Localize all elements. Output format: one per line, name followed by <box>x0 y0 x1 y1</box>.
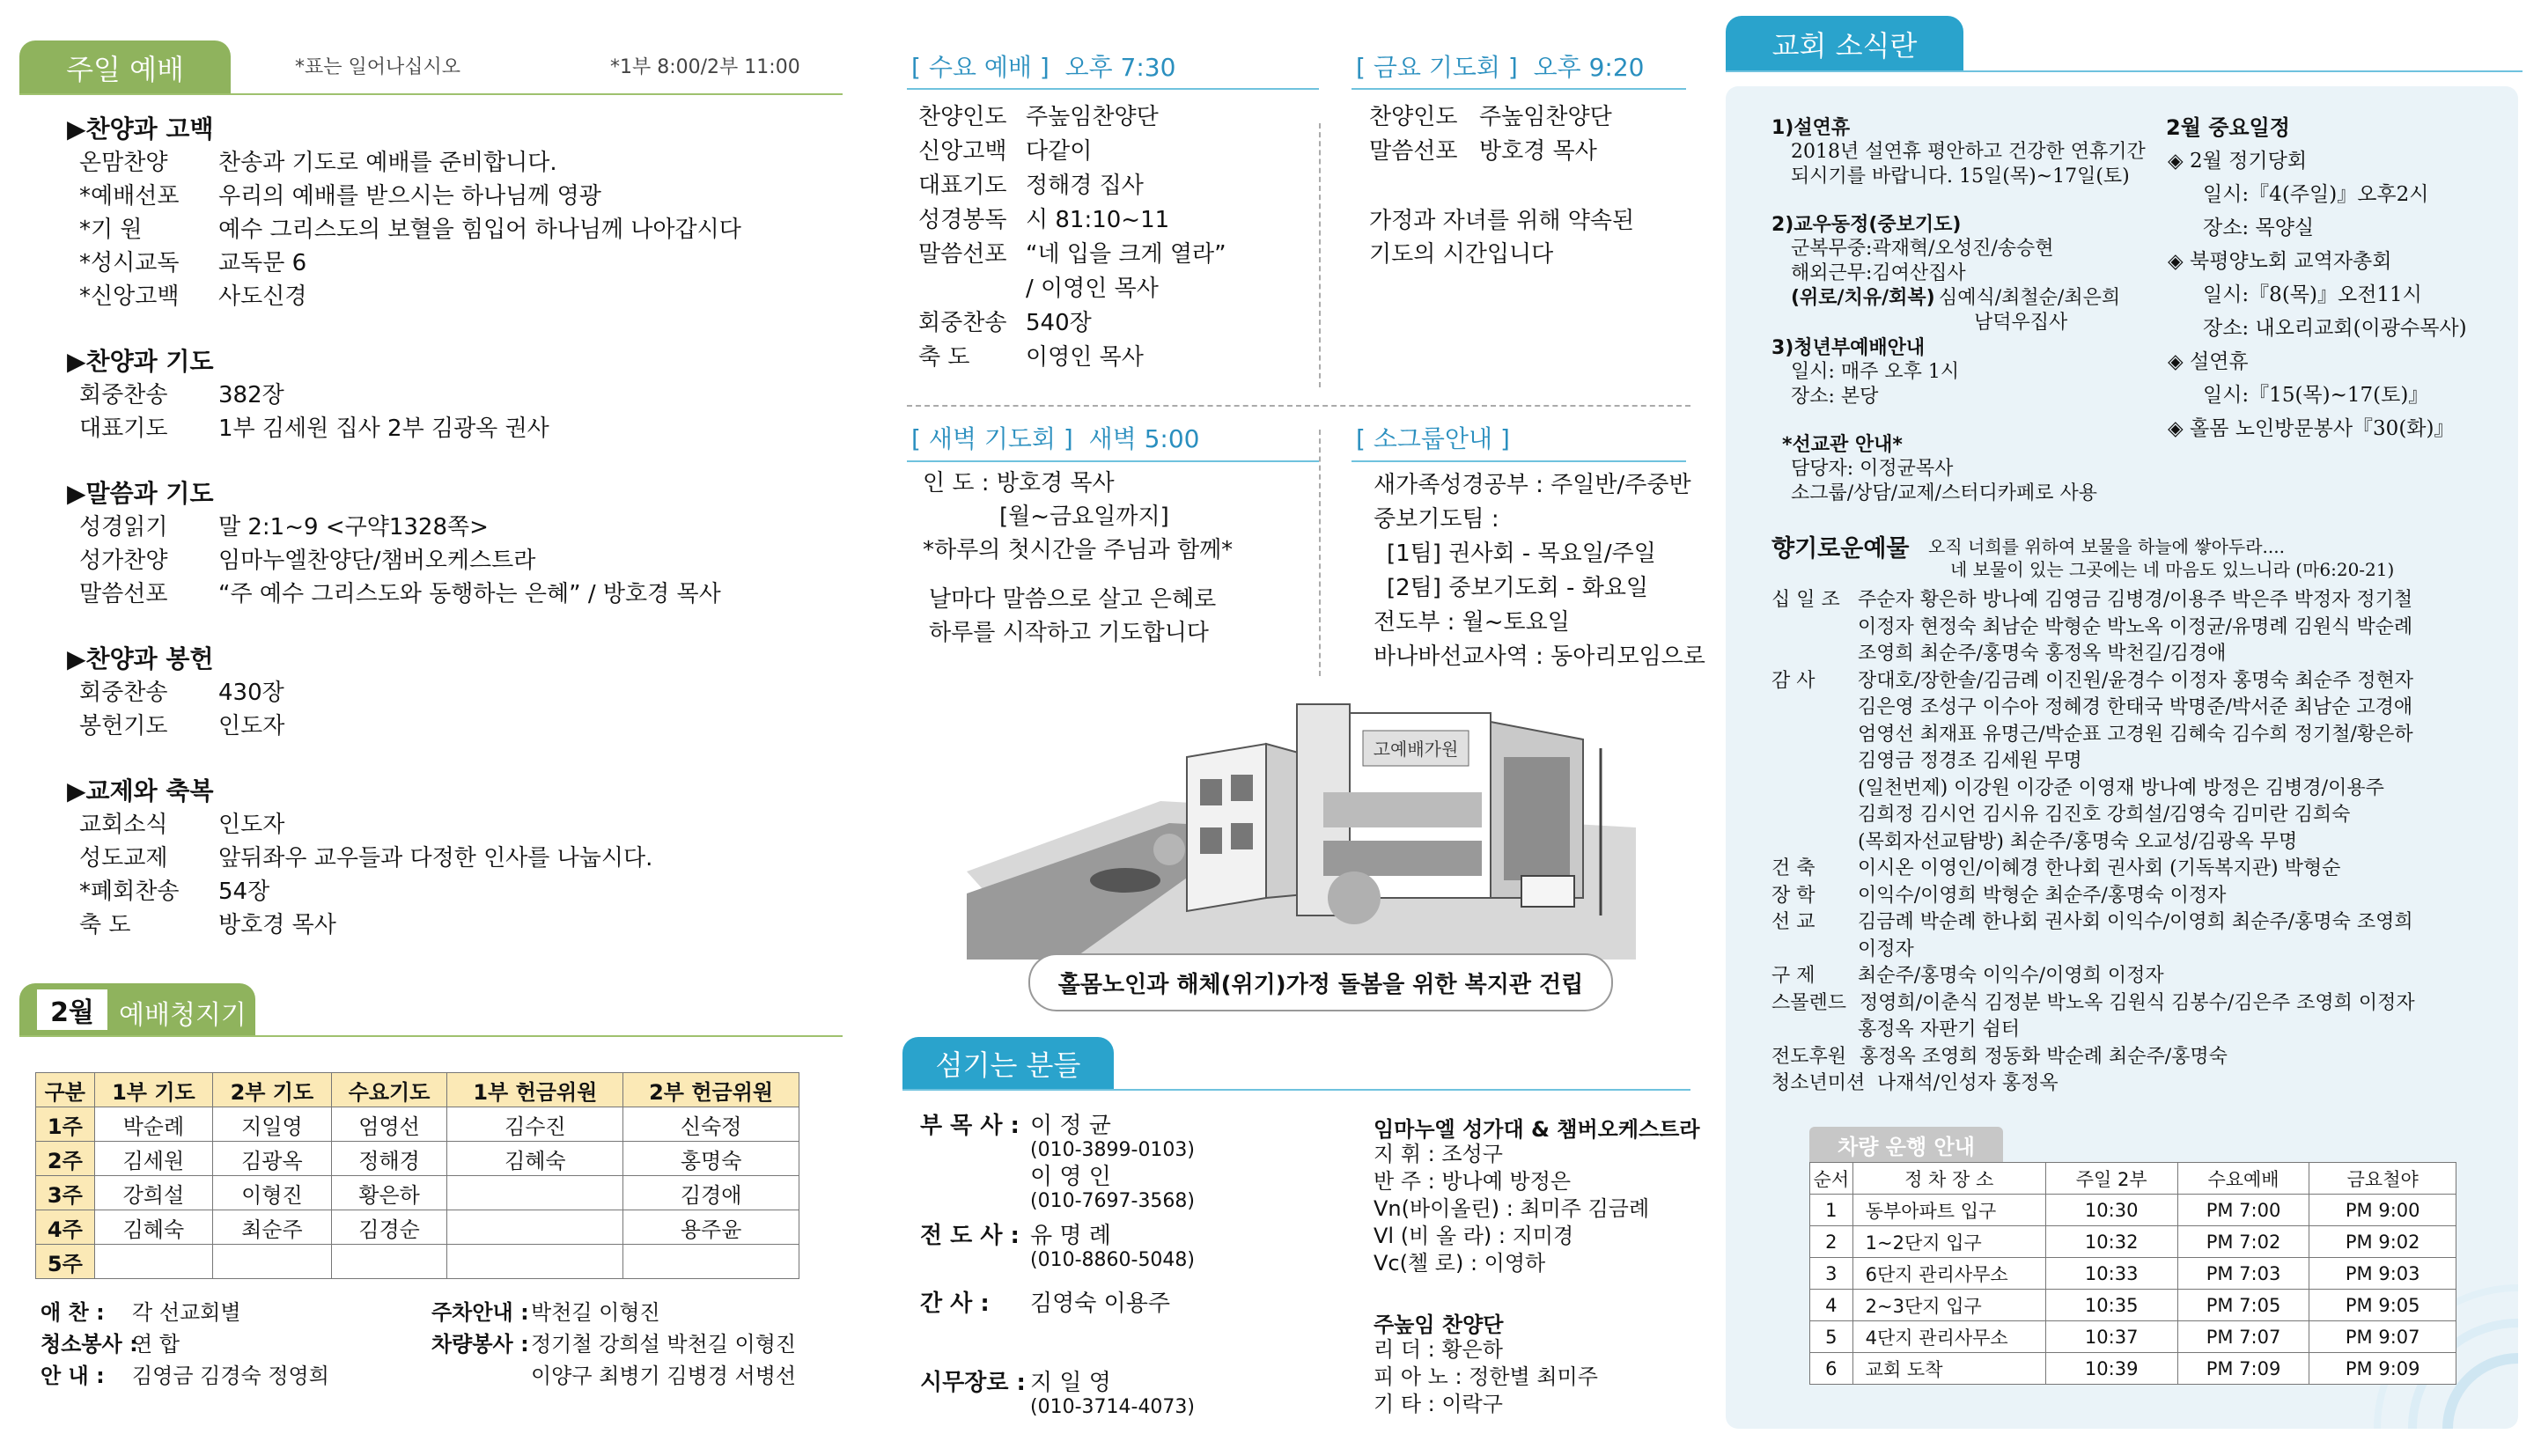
duty-cell: 홍명숙 <box>623 1142 799 1176</box>
order-value: “주 예수 그리스도와 동행하는 은혜” / 방호경 목사 <box>218 581 721 607</box>
car-cell: PM 7:03 <box>2177 1258 2309 1290</box>
window <box>1200 779 1222 805</box>
duty-header-cell: 구분 <box>36 1073 95 1107</box>
choir-member: Vc(첼 로) : 이영하 <box>1374 1251 1546 1276</box>
car-cell: 3 <box>1810 1258 1853 1290</box>
offering-category: 건 축 <box>1771 857 1816 879</box>
duty-header-cell: 2부 헌금위원 <box>623 1073 799 1107</box>
main-window-band <box>1323 792 1482 827</box>
group-item: [1팀] 권사회 - 목요일/주일 <box>1387 540 1656 567</box>
car-header-cell: 주일 2부 <box>2045 1163 2177 1195</box>
window <box>1231 823 1253 849</box>
car-cell: PM 9:09 <box>2309 1353 2456 1385</box>
schedule-line: ◈ 홀몸 노인방문봉사『30(화)』 <box>2168 417 2455 440</box>
elder-label: 시무장로 : <box>920 1370 1026 1396</box>
duty-info-value: 김영금 김경숙 정영희 <box>132 1364 329 1388</box>
section-title: ▶찬양과 기도 <box>67 347 214 376</box>
group-item: 바나바선교사역 : 동아리모임으로 <box>1374 643 1705 670</box>
order-label: 대표기도 <box>79 415 168 442</box>
duty-info-value: 정기철 강희설 박천길 이형진 <box>531 1332 797 1357</box>
assoc-pastor-label: 부 목 사 : <box>920 1113 1020 1139</box>
duty-info-label: 애 찬 : <box>41 1300 105 1325</box>
offering-names: 정영희/이춘식 김정분 박노옥 김원식 김봉수/김은주 조영희 이정자 <box>1860 991 2415 1014</box>
duty-cell: 김혜숙 <box>447 1142 623 1176</box>
table-row <box>1810 1258 2456 1290</box>
wed-value: “네 입을 크게 열라” <box>1026 241 1226 268</box>
offering-category: 청소년미션 <box>1771 1072 1866 1094</box>
schedule-line: 일시:『4(주일)』오후2시 <box>2203 183 2429 206</box>
deacon: 김영숙 이용주 <box>1030 1291 1170 1317</box>
news-line: 되시기를 바랍니다. 15일(목)~17일(토) <box>1791 165 2130 188</box>
car <box>1090 868 1160 893</box>
offering-names: 엄영선 최재표 유명근/박순표 고경원 김혜숙 김수희 정기철/황은하 <box>1858 723 2413 746</box>
wed-value: 540장 <box>1026 310 1092 336</box>
car-cell: PM 9:05 <box>2309 1290 2456 1321</box>
van <box>1521 876 1574 907</box>
duty-month-box: 2월 <box>37 989 107 1030</box>
building-illustration <box>967 695 1636 960</box>
schedule-line: 일시:『8(목)』오전11시 <box>2203 283 2422 306</box>
car-cell: 10:30 <box>2045 1195 2177 1226</box>
car-header-cell: 순서 <box>1810 1163 1853 1195</box>
choir-member: 반 주 : 방나예 방정은 <box>1374 1169 1572 1194</box>
duty-cell: 황은하 <box>331 1176 447 1210</box>
duty-cell: 신숙정 <box>623 1107 799 1142</box>
car-cell: 10:33 <box>2045 1258 2177 1290</box>
offering-names: 조영희 최순주/홍명숙 홍정옥 박천길/김경애 <box>1858 643 2227 665</box>
praise-member: 리 더 : 황은하 <box>1374 1337 1503 1362</box>
order-value: 찬송과 기도로 예배를 준비합니다. <box>218 150 557 176</box>
group-item: 새가족성경공부 : 주일반/주중반 <box>1374 472 1691 498</box>
wed-label: 신앙고백 <box>918 138 1007 165</box>
order-label: 온맘찬양 <box>79 150 168 176</box>
duty-cell: 강희설 <box>94 1176 212 1210</box>
stand-note: *표는 일어나십시오 <box>295 56 461 78</box>
table-row <box>1810 1321 2456 1353</box>
car-cell: 5 <box>1810 1321 1853 1353</box>
duty-cell <box>213 1245 331 1279</box>
offering-category: 장 학 <box>1771 884 1816 907</box>
order-value: 교독문 6 <box>218 250 307 276</box>
duty-info-label: 차량봉사 : <box>431 1332 529 1357</box>
evangelist-phone: (010-8860-5048) <box>1030 1249 1196 1271</box>
table-row <box>1810 1290 2456 1321</box>
order-value: 앞뒤좌우 교우들과 다정한 인사를 나눕시다. <box>218 845 653 871</box>
table-row <box>36 1176 799 1210</box>
order-label: 회중찬송 <box>79 680 168 706</box>
wed-label: 회중찬송 <box>918 310 1007 336</box>
offering-names: 김영금 정경조 김세원 무명 <box>1858 750 2082 772</box>
evangelist: 유 명 례 <box>1030 1223 1111 1249</box>
offering-names: 나재석/인성자 홍정옥 <box>1877 1072 2059 1094</box>
dawn-title: [ 새벽 기도회 ] 새벽 5:00 <box>911 424 1200 453</box>
dawn-msg1: 날마다 말씀으로 살고 은혜로 <box>929 586 1217 613</box>
praise-title: 주높임 찬양단 <box>1374 1313 1504 1337</box>
duty-info-label: 청소봉사 : <box>41 1332 138 1357</box>
fri-label: 말씀선포 <box>1369 138 1458 165</box>
assoc-pastor-2: 이 영 인 <box>1030 1164 1111 1190</box>
table-row <box>36 1107 799 1142</box>
car-table <box>1809 1162 2456 1385</box>
order-value: 사도신경 <box>218 283 307 310</box>
duty-cell <box>94 1245 212 1279</box>
order-label: 성가찬양 <box>79 548 168 574</box>
assoc-pastor-1: 이 정 균 <box>1030 1113 1111 1139</box>
offering-names: (목회자선교탐방) 최순주/홍명숙 오교성/김광옥 무명 <box>1858 830 2298 853</box>
section-title: ▶말씀과 기도 <box>67 479 214 508</box>
fri-value: 주높임찬양단 <box>1479 104 1612 130</box>
duty-cell: 5주 <box>36 1245 95 1279</box>
car-cell: 10:35 <box>2045 1290 2177 1321</box>
offering-category: 선 교 <box>1771 911 1816 933</box>
order-label: *예배선포 <box>79 183 180 210</box>
elder-phone: (010-3714-4073) <box>1030 1396 1196 1418</box>
car-cell: 1~2단지 입구 <box>1852 1226 2045 1258</box>
car-header-cell: 수요예배 <box>2177 1163 2309 1195</box>
schedule-line: ◈ 2월 정기당회 <box>2168 150 2308 173</box>
news-line: 해외근무:김여산집사 <box>1791 262 1966 284</box>
car-cell: PM 9:03 <box>2309 1258 2456 1290</box>
offering-names: 이익수/이영희 박형순 최순주/홍명숙 이정자 <box>1858 884 2227 907</box>
offering-names: 김은영 조성구 이수아 정혜경 한태국 박명준/박서준 최남순 고경애 <box>1858 696 2413 718</box>
duty-cell: 1주 <box>36 1107 95 1142</box>
offering-names: 김희정 김시언 김시유 김진호 강희설/김영숙 김미란 김희숙 <box>1858 804 2351 826</box>
car-header-cell: 정 차 장 소 <box>1852 1163 2045 1195</box>
wed-label: 성경봉독 <box>918 207 1007 233</box>
duty-cell: 2주 <box>36 1142 95 1176</box>
order-value: 382장 <box>218 382 284 408</box>
duty-cell: 이형진 <box>213 1176 331 1210</box>
fri-message: 가정과 자녀를 위해 약속된 <box>1369 208 1635 234</box>
news-sub: (위로/치유/회복) <box>1791 287 1935 309</box>
order-value: 1부 김세원 집사 2부 김광옥 권사 <box>218 415 549 442</box>
news-line: 군복무중:곽재혁/오성진/송승현 <box>1791 238 2054 260</box>
duty-cell <box>623 1245 799 1279</box>
order-value: 인도자 <box>218 713 285 739</box>
wed-label: 찬양인도 <box>918 104 1007 130</box>
fri-line <box>1352 88 1686 90</box>
offering-verse: 오직 너희를 위하여 보물을 하늘에 쌓아두라.... <box>1928 536 2285 557</box>
offering-names: 이정자 현정숙 최남순 박형순 박노옥 이정균/유명례 김원식 박순례 <box>1858 615 2413 638</box>
group-item: 중보기도팀 : <box>1374 506 1499 533</box>
duty-cell <box>447 1176 623 1210</box>
order-label: 교회소식 <box>79 812 168 838</box>
order-value: 임마누엘찬양단/챔버오케스트라 <box>218 548 536 574</box>
car-cell: 2 <box>1810 1226 1853 1258</box>
news-heading: *선교관 안내* <box>1782 434 1903 456</box>
wed-value: 이영인 목사 <box>1026 344 1144 371</box>
order-value: 인도자 <box>218 812 285 838</box>
dawn-leader: 인 도 : 방호경 목사 <box>923 470 1115 496</box>
section-title: ▶교제와 축복 <box>67 776 214 805</box>
table-row <box>36 1210 799 1245</box>
news-heading: 3)청년부예배안내 <box>1771 337 1926 359</box>
car-cell: PM 7:02 <box>2177 1226 2309 1258</box>
duty-cell: 김세원 <box>94 1142 212 1176</box>
table-row <box>1810 1195 2456 1226</box>
offering-verse: 네 보물이 있는 그곳에는 네 마음도 있느니라 (마6:20-21) <box>1950 559 2395 580</box>
duty-cell: 최순주 <box>213 1210 331 1245</box>
wed-value: 시 81:10~11 <box>1026 207 1170 233</box>
schedule-line: ◈ 북평양노회 교역자총회 <box>2168 250 2392 273</box>
car-cell: 10:39 <box>2045 1353 2177 1385</box>
elder: 지 일 영 <box>1030 1370 1111 1396</box>
duty-header-cell: 1부 헌금위원 <box>447 1073 623 1107</box>
deacon-label: 간 사 : <box>920 1291 990 1317</box>
offering-names: 이시온 이영인/이혜경 한나회 권사회 (기독복지관) 박형순 <box>1858 857 2341 879</box>
section-title: ▶찬양과 봉헌 <box>67 644 214 673</box>
praise-member: 피 아 노 : 정한별 최미주 <box>1374 1364 1598 1389</box>
duty-cell: 김경애 <box>623 1176 799 1210</box>
car-cell: 2~3단지 입구 <box>1852 1290 2045 1321</box>
group-title: [ 소그룹안내 ] <box>1356 424 1510 453</box>
main-sign: 고예배가원 <box>1373 739 1459 760</box>
order-value: 430장 <box>218 680 284 706</box>
order-label: *성시교독 <box>79 250 180 276</box>
assoc-pastor-2-phone: (010-7697-3568) <box>1030 1190 1196 1212</box>
offering-category: 감 사 <box>1771 669 1816 692</box>
wed-value: 주높임찬양단 <box>1026 104 1159 130</box>
duty-info-value: 이양구 최병기 김병경 서병선 <box>531 1364 797 1388</box>
news-line: 2018년 설연휴 평안하고 건강한 연휴기간 <box>1791 141 2146 163</box>
order-value: 우리의 예배를 받으시는 하나님께 영광 <box>218 183 601 210</box>
wed-label: 말씀선포 <box>918 241 1007 268</box>
duty-cell <box>331 1245 447 1279</box>
tree <box>1328 871 1381 924</box>
wed-label: 대표기도 <box>918 173 1007 199</box>
car-cell: PM 7:09 <box>2177 1353 2309 1385</box>
schedule-line: ◈ 설연휴 <box>2168 350 2249 373</box>
duty-cell: 김혜숙 <box>94 1210 212 1245</box>
car-cell: 10:32 <box>2045 1226 2177 1258</box>
duty-header-line <box>19 1035 843 1037</box>
car-header-row <box>1810 1163 2456 1195</box>
car-cell: 10:37 <box>2045 1321 2177 1353</box>
fri-value: 방호경 목사 <box>1479 138 1597 165</box>
tree <box>1153 834 1185 865</box>
car-title-box: 차량 운행 안내 <box>1809 1127 2003 1162</box>
offering-names: 최순주/홍명숙 이익수/이영희 이정자 <box>1858 965 2164 987</box>
order-label: 봉헌기도 <box>79 713 168 739</box>
news-line: 장소: 본당 <box>1791 386 1879 408</box>
mid-divider-bottom <box>1319 430 1321 676</box>
car-cell: PM 7:07 <box>2177 1321 2309 1353</box>
order-value: 말 2:1~9 <구약1328쪽> <box>218 514 489 540</box>
choir-member: Vl (비 올 라) : 지미경 <box>1374 1224 1574 1248</box>
duty-info-value: 연 합 <box>132 1332 180 1357</box>
duty-cell: 3주 <box>36 1176 95 1210</box>
dawn-msg2: 하루를 시작하고 기도합니다 <box>929 620 1209 646</box>
wed-service-title: [ 수요 예배 ] 오후 7:30 <box>911 53 1176 82</box>
table-row <box>1810 1353 2456 1385</box>
offering-category: 스몰렌드 <box>1771 991 1847 1014</box>
duty-cell: 4주 <box>36 1210 95 1245</box>
offering-category: 전도후원 <box>1771 1045 1847 1068</box>
duty-header-row <box>36 1073 799 1107</box>
left-building <box>1187 744 1266 911</box>
mid-divider-h <box>907 405 1690 407</box>
car-cell: 1 <box>1810 1195 1853 1226</box>
news-line: 일시: 매주 오후 1시 <box>1791 361 1960 383</box>
table-row <box>36 1245 799 1279</box>
car-cell: 4 <box>1810 1290 1853 1321</box>
duty-info-label: 주차안내 : <box>431 1300 529 1325</box>
order-label: 성도교제 <box>79 845 168 871</box>
choir-title: 임마누엘 성가대 & 챔버오케스트라 <box>1374 1117 1700 1142</box>
table-row <box>36 1142 799 1176</box>
news-heading: 1)설연휴 <box>1771 117 1851 139</box>
news-line: 남덕우집사 <box>1974 312 2068 334</box>
car-cell: 교회 도착 <box>1852 1353 2045 1385</box>
fri-service-title: [ 금요 기도회 ] 오후 9:20 <box>1356 53 1645 82</box>
car-cell: PM 9:00 <box>2309 1195 2456 1226</box>
offering-names: 홍정옥 조영희 정동화 박순례 최순주/홍명숙 <box>1860 1045 2228 1068</box>
dawn-days: [월~금요일까지] <box>999 504 1169 530</box>
order-label: *신앙고백 <box>79 283 180 310</box>
building-caption: 홀몸노인과 해체(위기)가정 돌봄을 위한 복지관 건립 <box>1028 953 1613 1011</box>
car-cell: PM 9:02 <box>2309 1226 2456 1258</box>
offering-names: 장대호/장한솔/김금례 이진원/윤경수 이정자 홍명숙 최순주 정현자 <box>1858 669 2414 692</box>
duty-info-label: 안 내 : <box>41 1364 105 1388</box>
assoc-pastor-1-phone: (010-3899-0103) <box>1030 1139 1196 1161</box>
duty-cell: 지일영 <box>213 1107 331 1142</box>
duty-cell <box>447 1210 623 1245</box>
fri-label: 찬양인도 <box>1369 104 1458 130</box>
duty-info-value: 박천길 이형진 <box>531 1300 660 1325</box>
news-line: 심예식/최철순/최은희 <box>1939 287 2121 309</box>
dawn-motto: *하루의 첫시간을 주님과 함께* <box>923 537 1234 563</box>
duty-tab-label: 예배청지기 <box>119 1000 247 1031</box>
schedule-line: 장소: 목양실 <box>2203 217 2315 239</box>
car-cell: PM 9:07 <box>2309 1321 2456 1353</box>
news-line: 담당자: 이정균목사 <box>1791 458 1954 480</box>
wed-value: 정해경 집사 <box>1026 173 1144 199</box>
duty-cell: 박순례 <box>94 1107 212 1142</box>
news-heading: 2)교우동정(중보기도) <box>1771 214 1962 236</box>
duty-cell: 정해경 <box>331 1142 447 1176</box>
duty-header-cell: 2부 기도 <box>213 1073 331 1107</box>
car-table-wrap <box>1809 1162 2456 1385</box>
wed-line <box>907 88 1319 90</box>
main-window-band <box>1323 841 1482 876</box>
schedule-line: 장소: 내오리교회(이광수목사) <box>2203 317 2467 340</box>
offering-names: 주순자 황은하 방나예 김영금 김병경/이용주 박은주 박정자 정기철 <box>1858 589 2413 611</box>
order-label: 말씀선포 <box>79 581 168 607</box>
servers-tab: 섬기는 분들 <box>902 1037 1114 1090</box>
group-item: [2팀] 중보기도회 - 화요일 <box>1387 575 1649 601</box>
offering-title: 향기로운예물 <box>1771 535 1910 563</box>
car-cell: 4단지 관리사무소 <box>1852 1321 2045 1353</box>
car-cell: PM 7:00 <box>2177 1195 2309 1226</box>
table-row <box>1810 1226 2456 1258</box>
duty-table-wrap <box>35 1072 799 1279</box>
group-line <box>1352 460 1686 462</box>
schedule-title: 2월 중요일정 <box>2166 115 2290 140</box>
news-line <box>1726 70 2523 72</box>
car-header-cell: 금요철야 <box>2309 1163 2456 1195</box>
offering-names: 이정자 <box>1858 938 1914 960</box>
fri-message: 기도의 시간입니다 <box>1369 241 1554 268</box>
duty-cell <box>447 1245 623 1279</box>
group-item: 전도부 : 월~토요일 <box>1374 609 1570 636</box>
offering-category: 십 일 조 <box>1771 589 1840 611</box>
duty-header-cell: 1부 기도 <box>94 1073 212 1107</box>
duty-cell: 김수진 <box>447 1107 623 1142</box>
duty-cell: 김경순 <box>331 1210 447 1245</box>
section-title: ▶찬양과 고백 <box>67 114 214 143</box>
offering-names: (일천번제) 이강원 이강준 이영재 방나예 방정은 김병경/이용주 <box>1858 776 2384 799</box>
duty-header-cell: 수요기도 <box>331 1073 447 1107</box>
order-label: *기 원 <box>79 217 143 243</box>
window <box>1200 827 1222 854</box>
duty-info-value: 각 선교회별 <box>132 1300 241 1325</box>
schedule-line: 일시:『15(목)~17(토)』 <box>2203 384 2429 407</box>
offering-names: 김금례 박순례 한나회 권사회 이익수/이영희 최순주/홍명숙 조영희 <box>1858 911 2413 933</box>
order-label: 회중찬송 <box>79 382 168 408</box>
car-cell: 6단지 관리사무소 <box>1852 1258 2045 1290</box>
time-note: *1부 8:00/2부 11:00 <box>610 56 800 78</box>
duty-cell: 용주윤 <box>623 1210 799 1245</box>
sunday-header-line <box>19 93 843 95</box>
car-cell: 동부아파트 입구 <box>1852 1195 2045 1226</box>
window <box>1231 775 1253 801</box>
choir-member: 지 휘 : 조성구 <box>1374 1142 1503 1166</box>
right-building-panel <box>1504 757 1570 880</box>
duty-table <box>35 1072 799 1279</box>
order-value: 예수 그리스도의 보혈을 힘입어 하나님께 나아갑시다 <box>218 217 741 243</box>
car-cell: 6 <box>1810 1353 1853 1385</box>
servers-line <box>902 1089 1690 1091</box>
offering-names: 홍정옥 자판기 쉼터 <box>1858 1018 2021 1041</box>
order-value: 54장 <box>218 879 270 905</box>
evangelist-label: 전 도 사 : <box>920 1223 1020 1249</box>
wed-value: / 이영인 목사 <box>1026 276 1159 302</box>
order-label: *폐회찬송 <box>79 879 180 905</box>
duty-cell: 김광옥 <box>213 1142 331 1176</box>
wed-label: 축 도 <box>918 344 970 371</box>
order-label: 축 도 <box>79 912 131 938</box>
sunday-service-tab: 주일 예배 <box>19 40 231 95</box>
order-label: 성경읽기 <box>79 514 168 540</box>
wed-value: 다같이 <box>1026 138 1093 165</box>
praise-member: 기 타 : 이락구 <box>1374 1392 1503 1416</box>
news-tab: 교회 소식란 <box>1726 16 1963 72</box>
order-value: 방호경 목사 <box>218 912 336 938</box>
dawn-line <box>907 460 1319 462</box>
choir-member: Vn(바이올린) : 최미주 김금례 <box>1374 1196 1650 1221</box>
news-line: 소그룹/상담/교제/스터디카페로 사용 <box>1791 482 2098 504</box>
mid-divider-top <box>1319 123 1321 387</box>
offering-category: 구 제 <box>1771 965 1816 987</box>
duty-cell: 엄영선 <box>331 1107 447 1142</box>
car-cell: PM 7:05 <box>2177 1290 2309 1321</box>
